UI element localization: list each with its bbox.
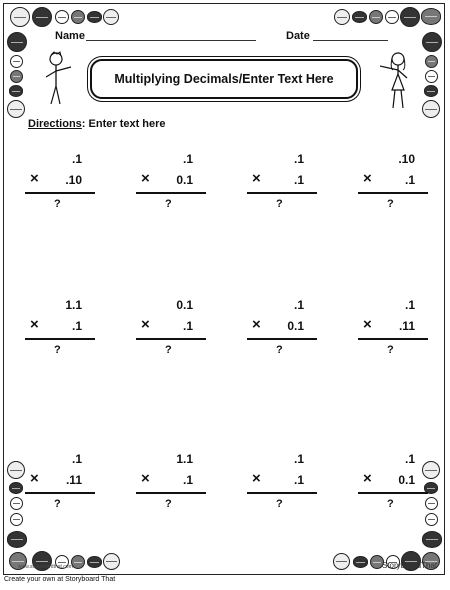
answer-line: [358, 192, 428, 194]
answer-line: [25, 338, 95, 340]
multiplicand: .1: [182, 152, 193, 166]
soccer-ball-icon: [7, 32, 27, 52]
directions-text: : Enter text here: [81, 118, 166, 130]
football-icon: [87, 11, 102, 23]
multiplier: .11: [398, 319, 415, 333]
multiplicand: 1.1: [65, 298, 82, 312]
answer-placeholder[interactable]: ?: [54, 498, 61, 510]
football-icon: [352, 11, 367, 23]
problem-6: [141, 298, 211, 358]
basketball-icon: [369, 10, 383, 24]
volleyball-icon: [334, 9, 350, 25]
football-icon: [9, 482, 23, 494]
worksheet-title: Multiplying Decimals/Enter Text Here: [114, 72, 334, 86]
stick-figure-girl-illustration: [374, 50, 414, 112]
answer-placeholder[interactable]: ?: [276, 344, 283, 356]
answer-placeholder[interactable]: ?: [387, 498, 394, 510]
answer-line: [247, 192, 317, 194]
date-label: Date: [286, 30, 310, 42]
basketball-icon: [71, 555, 85, 569]
problem-1: [30, 152, 100, 212]
directions-label: Directions: [28, 118, 82, 130]
multiply-icon: ×: [252, 470, 261, 487]
name-label: Name: [55, 30, 85, 42]
multiplier: .1: [293, 473, 304, 487]
basketball-icon: [10, 70, 23, 83]
baseball-icon: [55, 10, 69, 24]
answer-line: [247, 492, 317, 494]
multiplier: .1: [71, 319, 82, 333]
answer-placeholder[interactable]: ?: [165, 498, 172, 510]
answer-line: [358, 492, 428, 494]
multiplier: .11: [65, 473, 82, 487]
problem-8: [363, 298, 433, 358]
directions: [28, 118, 166, 130]
watermark-left: www.storyboardthat.com: [18, 564, 73, 570]
multiplier: 0.1: [176, 173, 193, 187]
multiplier: 0.1: [398, 473, 415, 487]
soccer-ball-icon: [422, 32, 442, 52]
multiplier: .1: [293, 173, 304, 187]
footer-credit: Create your own at Storyboard That: [4, 576, 116, 583]
multiplicand: .1: [404, 452, 415, 466]
multiplicand: .1: [293, 452, 304, 466]
football-icon: [353, 556, 368, 568]
volleyball-icon: [10, 7, 30, 27]
baseball-icon: [425, 70, 438, 83]
problem-10: [141, 452, 211, 512]
multiplicand: 1.1: [176, 452, 193, 466]
multiply-icon: ×: [363, 470, 372, 487]
multiplicand: 0.1: [176, 298, 193, 312]
multiplier: 0.1: [287, 319, 304, 333]
problem-4: [363, 152, 433, 212]
answer-line: [25, 192, 95, 194]
multiply-icon: ×: [30, 170, 39, 187]
volleyball-icon: [422, 100, 440, 118]
multiply-icon: ×: [141, 170, 150, 187]
answer-placeholder[interactable]: ?: [387, 198, 394, 210]
baseball-icon: [385, 10, 399, 24]
volleyball-icon: [333, 553, 350, 570]
stick-figure-boy-illustration: [38, 50, 78, 108]
volleyball-icon: [7, 100, 25, 118]
problem-7: [252, 298, 322, 358]
answer-line: [25, 492, 95, 494]
basketball-icon: [71, 10, 85, 24]
multiply-icon: ×: [30, 316, 39, 333]
answer-line: [136, 192, 206, 194]
answer-placeholder[interactable]: ?: [276, 498, 283, 510]
baseball-icon: [425, 513, 438, 526]
watermark-right: StoryboardThat: [382, 561, 438, 570]
football-icon: [422, 531, 442, 548]
football-icon: [87, 556, 102, 568]
football-icon: [7, 531, 27, 548]
volleyball-icon: [103, 9, 119, 25]
multiplicand: .1: [293, 152, 304, 166]
football-icon: [424, 85, 438, 97]
answer-placeholder[interactable]: ?: [165, 198, 172, 210]
name-field[interactable]: [86, 40, 256, 41]
multiply-icon: ×: [141, 470, 150, 487]
answer-line: [136, 338, 206, 340]
multiplier: .10: [65, 173, 82, 187]
multiply-icon: ×: [363, 316, 372, 333]
title-box: [90, 59, 358, 99]
multiply-icon: ×: [252, 316, 261, 333]
multiply-icon: ×: [252, 170, 261, 187]
multiply-icon: ×: [30, 470, 39, 487]
problem-11: [252, 452, 322, 512]
problem-2: [141, 152, 211, 212]
problem-9: [30, 452, 100, 512]
multiplicand: .1: [293, 298, 304, 312]
answer-placeholder[interactable]: ?: [54, 344, 61, 356]
volleyball-icon: [103, 553, 120, 570]
multiply-icon: ×: [141, 316, 150, 333]
football-icon: [421, 8, 441, 25]
multiplier: .1: [182, 319, 193, 333]
baseball-icon: [10, 55, 23, 68]
problem-3: [252, 152, 322, 212]
volleyball-icon: [7, 461, 25, 479]
multiplier: .1: [182, 473, 193, 487]
multiplier: .1: [404, 173, 415, 187]
multiplicand: .10: [398, 152, 415, 166]
multiply-icon: ×: [363, 170, 372, 187]
baseball-icon: [10, 497, 23, 510]
multiplicand: .1: [404, 298, 415, 312]
date-field[interactable]: [313, 40, 388, 41]
problem-5: [30, 298, 100, 358]
answer-line: [136, 492, 206, 494]
answer-placeholder[interactable]: ?: [165, 344, 172, 356]
answer-placeholder[interactable]: ?: [54, 198, 61, 210]
basketball-icon: [425, 55, 438, 68]
football-icon: [9, 85, 23, 97]
answer-line: [358, 338, 428, 340]
soccer-ball-icon: [400, 7, 420, 27]
problem-12: [363, 452, 433, 512]
answer-placeholder[interactable]: ?: [276, 198, 283, 210]
answer-placeholder[interactable]: ?: [387, 344, 394, 356]
multiplicand: .1: [71, 452, 82, 466]
answer-line: [247, 338, 317, 340]
soccer-ball-icon: [32, 7, 52, 27]
baseball-icon: [10, 513, 23, 526]
multiplicand: .1: [71, 152, 82, 166]
